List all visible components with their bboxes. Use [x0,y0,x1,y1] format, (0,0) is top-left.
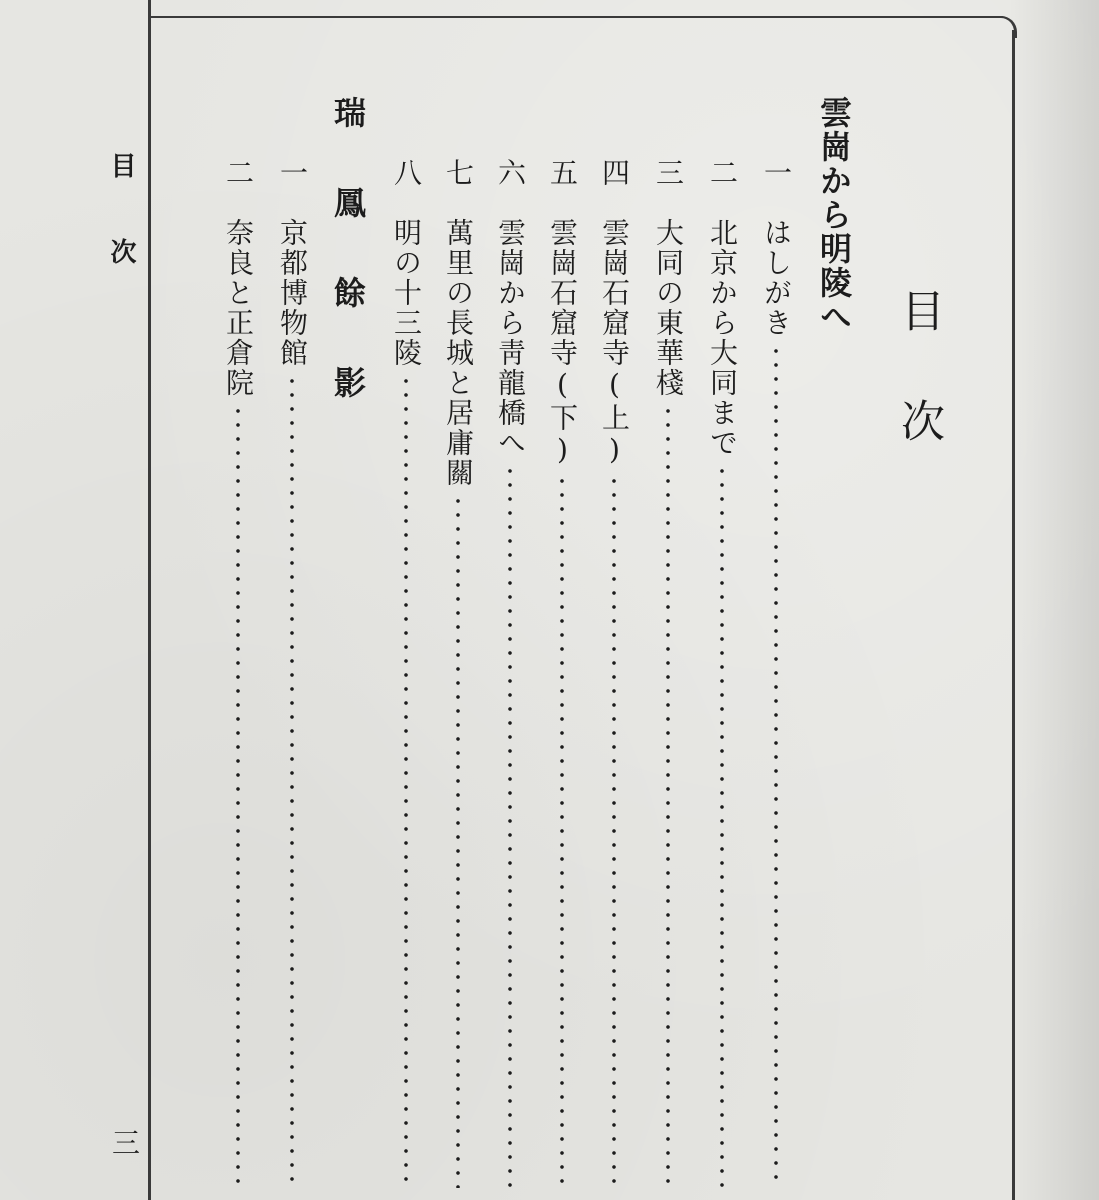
page-number: 三 [108,1128,141,1156]
entry-label: 大同の東華棧 [652,218,685,398]
entry-label: 雲崗石窟寺(上) [598,218,631,468]
frame-right-rule [1012,30,1015,1200]
running-header: 目次 [106,152,136,324]
toc-entry[interactable] [546,158,579,1188]
entry-label: 萬里の長城と居庸關 [442,218,475,488]
entry-number: 三 [652,158,685,188]
toc-entry[interactable] [760,158,793,1188]
entry-number: 一 [276,158,309,188]
dot-leader [236,404,240,1188]
dot-leader [720,464,724,1188]
toc-entry[interactable] [652,158,685,1188]
entry-number: 一 [760,158,793,188]
toc-entry[interactable] [442,158,475,1188]
entry-number: 二 [706,158,739,188]
toc-entry[interactable] [276,158,309,1188]
toc-entry[interactable] [598,158,631,1188]
entry-label: 明の十三陵 [390,218,423,368]
entry-number: 六 [494,158,527,188]
page-shadow [1009,0,1099,1200]
dot-leader [666,404,670,1188]
dot-leader [774,344,778,1188]
toc-title: 目次 [893,288,944,508]
toc-entry[interactable] [706,158,739,1188]
entry-number: 八 [390,158,423,188]
entry-label: 京都博物館 [276,218,309,368]
entry-number: 二 [222,158,255,188]
entry-label: 奈良と正倉院 [222,218,255,398]
entry-number: 七 [442,158,475,188]
entry-label: はしがき [760,218,793,338]
entry-number: 四 [598,158,631,188]
section-heading-1: 雲崗から明陵へ [815,96,853,334]
entry-label: 雲崗から靑龍橋へ [494,218,527,458]
toc-entry[interactable] [222,158,255,1188]
dot-leader [612,474,616,1188]
toc-entry[interactable] [390,158,423,1188]
frame-left-rule [148,0,151,1200]
section-heading-2: 瑞鳳餘影 [329,96,367,456]
entry-label: 雲崗石窟寺(下) [546,218,579,468]
entry-label: 北京から大同まで [706,218,739,458]
frame-top-rule [148,16,1004,18]
dot-leader [560,474,564,1188]
entry-number: 五 [546,158,579,188]
dot-leader [290,374,294,1188]
dot-leader [508,464,512,1188]
dot-leader [404,374,408,1188]
toc-entry[interactable] [494,158,527,1188]
dot-leader [456,494,460,1188]
